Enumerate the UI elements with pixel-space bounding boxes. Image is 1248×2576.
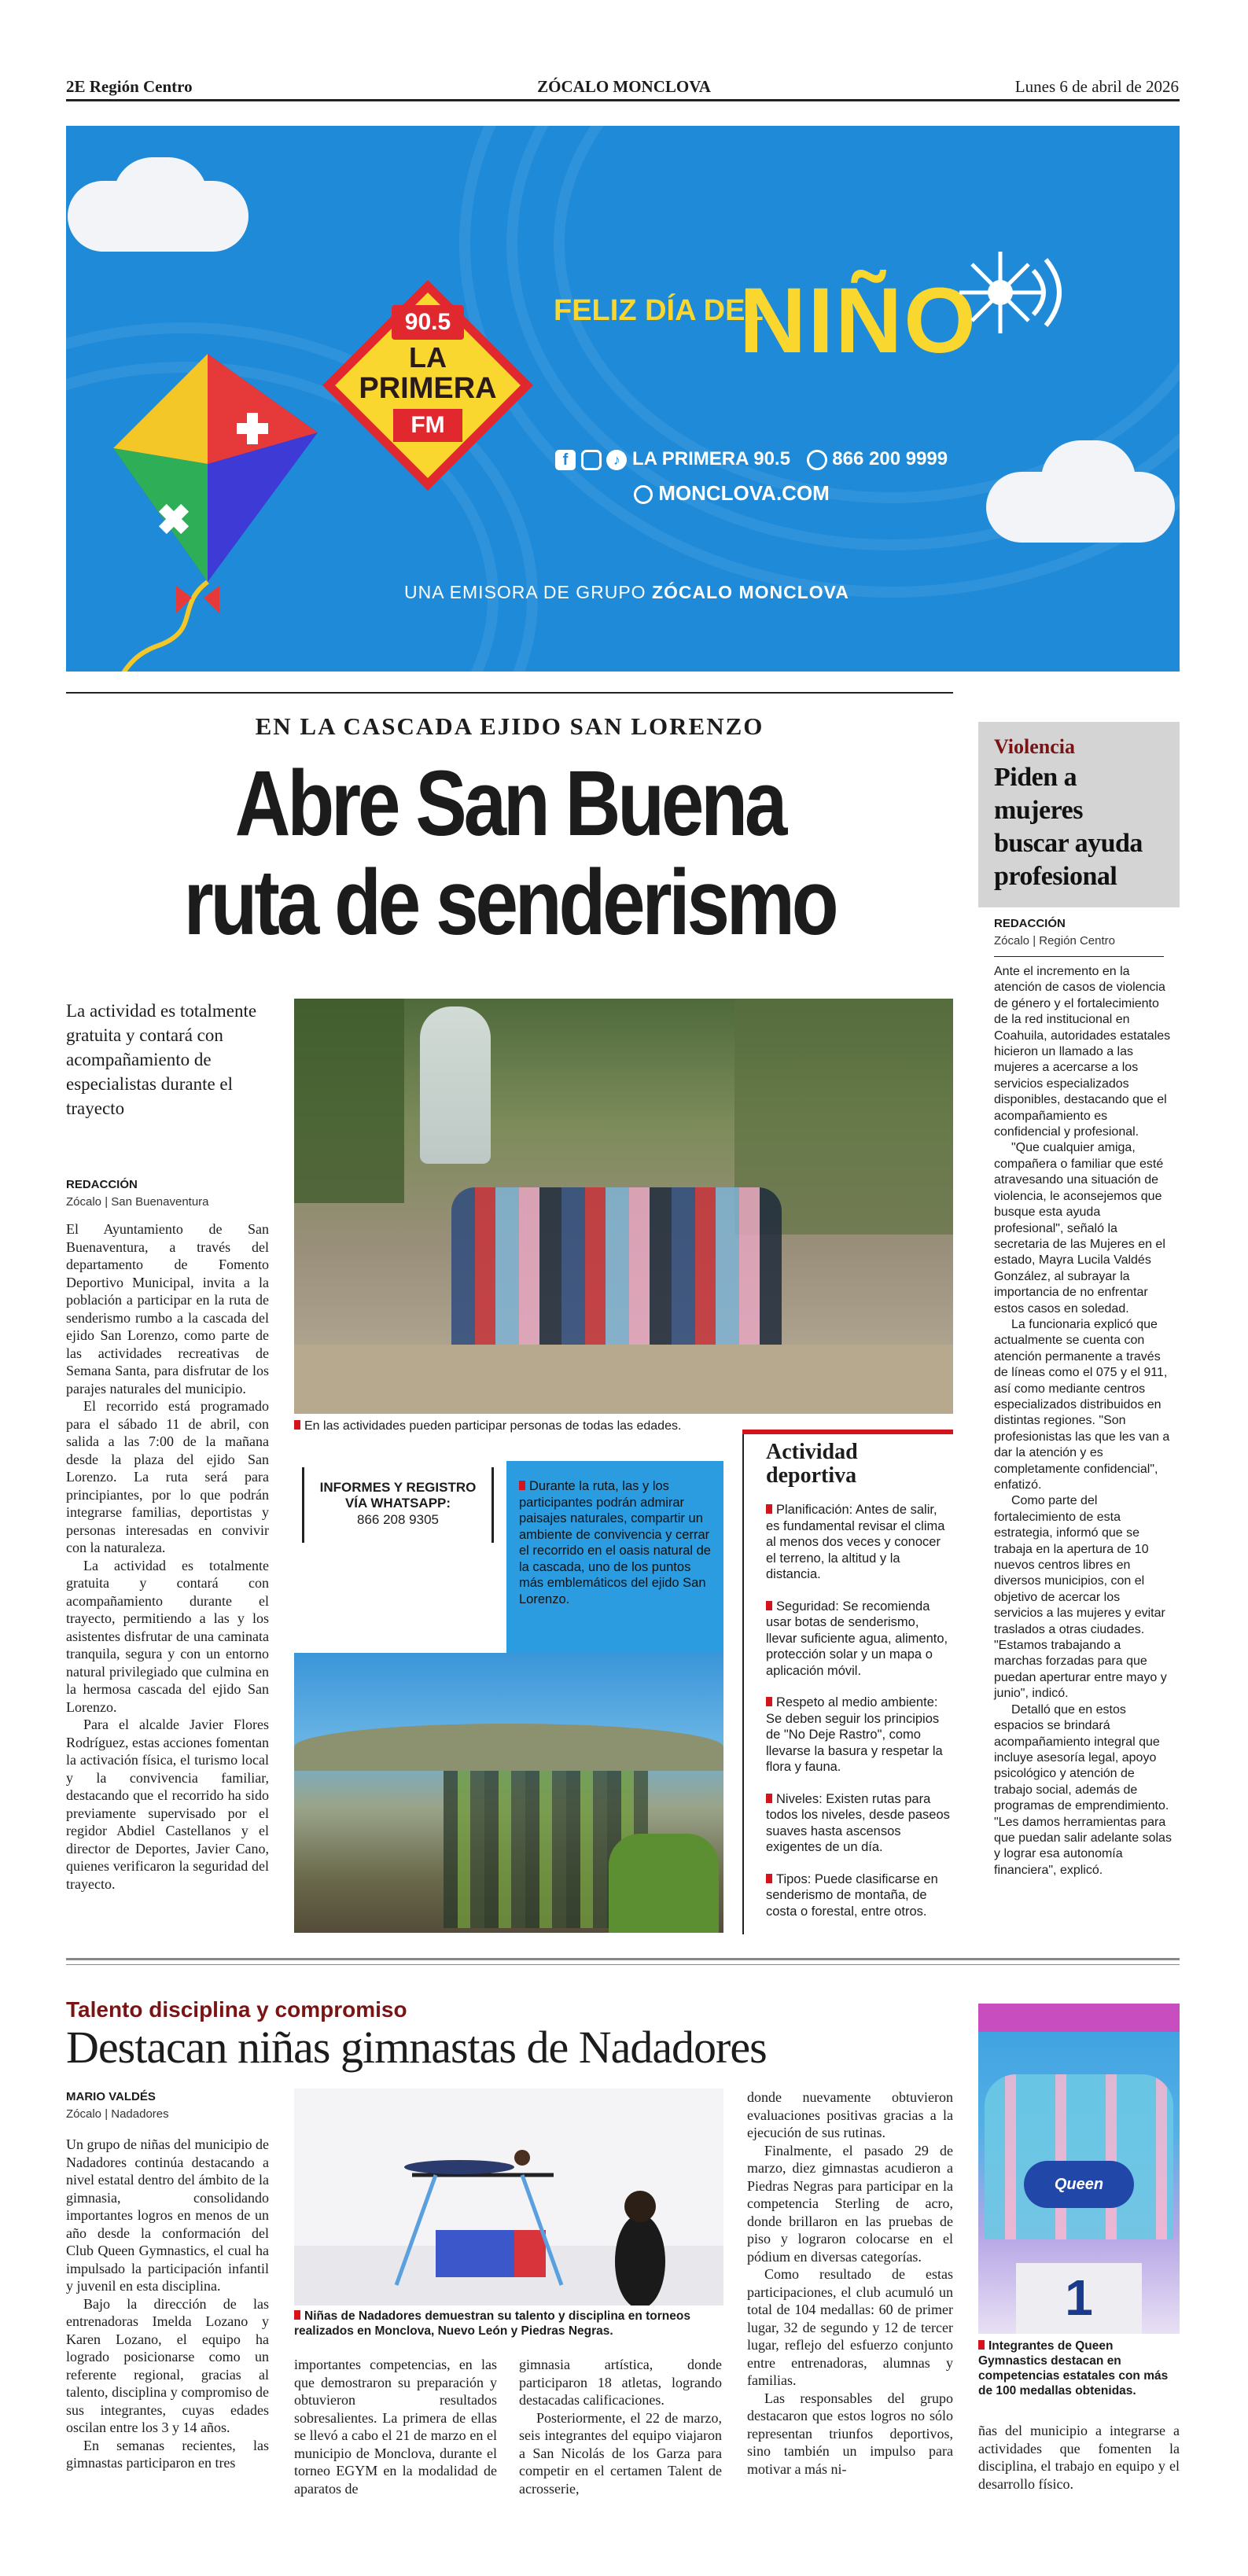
- story-divider: [66, 1958, 1180, 1960]
- violencia-byline-place: Zócalo | Región Centro: [994, 934, 1115, 948]
- gym-paragraph: Bajo la dirección de las entrenadoras Imelda Lozano y Karen Lozano, el equipo ha logrado posicionarse como un referente regional, gracias al talento, disciplina y compromiso de sus integrantes, cuyas edades oscilan entre los 3 y 14 años.: [66, 2295, 269, 2435]
- main-paragraph: El recorrido está programado para el sábado 11 de abril, con salida a las 7:00 de la mañana desde la plaza del ejido San Lorenzo. La ruta será para principiantes, por lo que podrán integrarse familias, deportistas y personas interesadas en convivir con la naturaleza.: [66, 1398, 269, 1555]
- violencia-headline: Piden a mujeres buscar ayuda profesional: [994, 763, 1143, 891]
- header-rule: [66, 99, 1180, 101]
- gym-paragraph: Las responsables del grupo destacaron que estos logros no sólo representan triunfos deportivos, sino también un impulso para motivar a más ni-: [747, 2390, 953, 2477]
- main-paragraph: Para el alcalde Javier Flores Rodríguez, estas acciones fomentan la activación física, el turismo local y la convivencia familiar, destacando que el recorrido ha sido previamente supervisado por el regidor Abdiel Castellanos y el director de Deportes, Javier Cano, quienes verificaron la seguridad del trayecto.: [66, 1717, 269, 1892]
- logo-line1: LA: [409, 341, 447, 374]
- sidebar-title-line1: Actividad: [766, 1440, 858, 1464]
- sun-sparkle-icon: [955, 236, 1080, 354]
- violencia-body: [994, 964, 1172, 1879]
- info-box-phone[interactable]: 866 208 9305: [357, 1512, 439, 1527]
- podium-number: 1: [1065, 2269, 1093, 2326]
- ad-website[interactable]: MONCLOVA.COM: [658, 481, 830, 505]
- team-podium-photo: [978, 2004, 1180, 2334]
- ad-social-handle: LA PRIMERA 90.5: [632, 448, 790, 469]
- main-byline-name: REDACCIÓN: [66, 1178, 138, 1191]
- main-paragraph: El Ayuntamiento de San Buenaventura, a través del departamento de Fomento Deportivo Municipal, invita a la población a participar en la ruta de senderismo rumbo a la cascada del ejido San Lorenzo, como parte de las actividades recreativas de Semana Santa, para disfrutar de los parajes naturales del municipio.: [66, 1221, 269, 1397]
- gym-paragraph: Posteriormente, el 22 de marzo, seis integrantes del equipo viajaron a San Nicolás de los Garza para competir en el certamen Talent de acrosserie,: [519, 2409, 722, 2497]
- radio-ad-banner[interactable]: [66, 126, 1180, 672]
- violencia-rule: [994, 956, 1164, 957]
- violencia-paragraph: La funcionaria explicó que actualmente se cuenta con atención permanente a través de líneas como el 075 y el 911, así como mediante centros especializados distribuidos en distintas regiones. "Son profesionistas las que les van a dar la atención y es completamente confidencial", enfatizó.: [994, 1317, 1170, 1492]
- section-divider: [66, 692, 953, 694]
- gym-photo-caption: Niñas de Nadadores demuestran su talento y disciplina en torneos realizados en Monclova, Nuevo León y Piedras Negras.: [294, 2309, 690, 2338]
- info-box-line1: INFORMES Y REGISTRO: [319, 1480, 477, 1495]
- main-photo-caption: En las actividades pueden participar personas de todas las edades.: [294, 1419, 953, 1434]
- main-paragraph: La actividad es totalmente gratuita y contará con acompañamiento durante el trayecto, permitiendo a las y los asistentes disfrutar de una caminata tranquila, segura y con un entorno natural privilegiado que culmina en la hermosa cascada del ejido San Lorenzo.: [66, 1557, 269, 1715]
- info-box: [302, 1467, 494, 1543]
- section-label: 2E Región Centro: [66, 77, 193, 96]
- gym-paragraph: gimnasia artística, donde participaron 18 atletas, logrando destacadas calificaciones.: [519, 2357, 722, 2408]
- violencia-paragraph: Detalló que en estos espacios se brindará acompañamiento integral que incluye asesoría legal, apoyo psicológico y atención de trabajo social, además de programas de emprendimiento. "Les damos herramientas para que puedan salir adelante solas y lograr esa autonomía financiera", explicó.: [994, 1702, 1172, 1877]
- team-banner: Queen: [1024, 2161, 1134, 2208]
- sidebar-title-line2: deportiva: [766, 1463, 857, 1488]
- sidebar-list-item: Seguridad: Se recomienda usar botas de senderismo, llevar suficiente agua, alimento, protección solar y un mapa o aplicación móvil.: [766, 1599, 948, 1678]
- violencia-byline-name: REDACCIÓN: [994, 917, 1066, 930]
- facebook-icon: f: [555, 450, 576, 470]
- whatsapp-icon: [807, 450, 827, 470]
- violencia-paragraph: Como parte del fortalecimiento de esta estrategia, informó que se trabaja en la apertura de 10 nuevos centros libres en diversos municipios, con el objetivo de acercar los servicios a las mujeres y evitar traslados a otras ciudades. "Estamos trabajando a marchas forzadas para que puedan aperturar entre mayo y junio", indicó.: [994, 1494, 1167, 1701]
- kite-icon: [82, 346, 333, 672]
- logo-band: FM: [393, 409, 462, 442]
- globe-icon: [634, 485, 653, 504]
- violencia-kicker: Violencia: [994, 735, 1076, 758]
- gym-paragraph: Como resultado de estas participaciones, el club acumuló un total de 104 medallas: 60 de primer lugar, 32 de segundo y 12 de tercer lugar, reflejo del esfuerzo conjunto entre entrenadoras, alumnas y familias.: [747, 2266, 953, 2388]
- main-body-column: [66, 1220, 269, 1893]
- sidebar-accent-bar: [742, 1430, 953, 1434]
- ad-social-row: [555, 448, 948, 470]
- ad-tagline: UNA EMISORA DE GRUPO ZÓCALO MONCLOVA: [404, 582, 849, 602]
- sidebar-list-item: Tipos: Puede clasificarse en senderismo de montaña, de costa o forestal, entre otros.: [766, 1871, 938, 1919]
- main-headline-line1: Abre San Buena: [234, 752, 785, 856]
- gym-col2: [294, 2356, 497, 2497]
- gym-kicker: Talento disciplina y compromiso: [66, 1997, 407, 2022]
- sidebar-list-item: Respeto al medio ambiente: Se deben seguir los principios de "No Deje Rastro", como llevarse la basura y respetar la flora y fauna.: [766, 1695, 943, 1774]
- ad-web-row[interactable]: [634, 481, 830, 506]
- sidebar-list: [766, 1502, 953, 1919]
- sidebar-list-item: Planificación: Antes de salir, es fundamental revisar el clima al menos dos veces y conocer el terreno, la altitud y la distancia.: [766, 1503, 945, 1581]
- gym-paragraph: Un grupo de niñas del municipio de Nadadores continúa destacando a nivel estatal dentro del ámbito de la gimnasia, consolidando importantes logros en menos de un año desde la conformación del Club Queen Gymnastics, el cual ha impulsado la participación infantil y juvenil en esta disciplina.: [66, 2136, 269, 2294]
- sidebar-rule: [742, 1434, 744, 1934]
- gym-col4: [747, 2088, 953, 2478]
- gym-paragraph: Finalmente, el pasado 29 de marzo, diez gimnastas acudieron a Piedras Negras para participar en la competencia Sterling de acro, donde brillaron en las pruebas de piso y lograron colocarse en el pódium en diversas categorías.: [747, 2142, 953, 2265]
- gym-paragraph: ñas del municipio a integrarse a actividades que fomenten la disciplina, el trabajo en equipo y el desarrollo físico.: [978, 2423, 1180, 2492]
- paper-name: ZÓCALO MONCLOVA: [537, 77, 711, 96]
- instagram-icon: [581, 450, 602, 470]
- main-headline-line2: ruta de senderismo: [183, 851, 836, 955]
- violencia-paragraph: Ante el incremento en la atención de casos de violencia de género y el fortalecimiento de la red institucional en Coahuila, autoridades estatales hicieron un llamado a las mujeres a acercarse a los servicios especializados disponibles, destacando que el acompañamiento es confidencial y profesional.: [994, 965, 1171, 1139]
- hikers-waterfall-photo: [294, 999, 953, 1414]
- ad-headline-small: FELIZ DÍA DEL: [554, 294, 764, 327]
- main-summary: La actividad es totalmente gratuita y contará con acompañamiento de especialistas durante el trayecto: [66, 1001, 257, 1118]
- highlight-text: Durante la ruta, las y los participantes podrán admirar paisajes naturales, compartir un ambiente de convivencia y cerrar el recorrido en el oasis natural de la cascada, uno de los puntos más emblemáticos del ejido San Lorenzo.: [519, 1479, 711, 1606]
- tiktok-icon: ♪: [606, 450, 627, 470]
- gym-byline-place: Zócalo | Nadadores: [66, 2107, 169, 2121]
- ad-headline-big: NIÑO: [739, 269, 977, 373]
- logo-frequency: 90.5: [392, 305, 464, 340]
- main-byline-place: Zócalo | San Buenaventura: [66, 1195, 209, 1209]
- trail-hikers-photo: [294, 1653, 723, 1933]
- gym-byline-name: MARIO VALDÉS: [66, 2090, 156, 2103]
- team-photo-caption: Integrantes de Queen Gymnastics destacan en competencias estatales con más de 100 medallas obtenidas.: [978, 2339, 1169, 2398]
- gymnast-bars-photo: [294, 2088, 723, 2306]
- issue-date: Lunes 6 de abril de 2026: [1014, 77, 1179, 96]
- info-box-line2: VÍA WHATSAPP:: [344, 1496, 451, 1511]
- gym-headline: Destacan niñas gimnastas de Nadadores: [66, 2022, 767, 2073]
- gym-col5: [978, 2422, 1180, 2493]
- ad-phone: 866 200 9999: [832, 448, 948, 469]
- violencia-paragraph: "Que cualquier amiga, compañera o familiar que esté atravesando una situación de violencia, le aconsejemos que busque esta ayuda profesional", señaló la secretaria de las Mujeres en el estado, Mayra Lucila Valdés González, al subrayar la importancia de no enfrentar estos casos en soledad.: [994, 1141, 1165, 1316]
- sidebar-list-item: Niveles: Existen rutas para todos los niveles, desde paseos suaves hasta ascensos exigentes de un día.: [766, 1791, 950, 1854]
- highlight-box: [506, 1461, 723, 1653]
- gym-col1: [66, 2136, 269, 2472]
- main-kicker: EN LA CASCADA EJIDO SAN LORENZO: [255, 712, 764, 740]
- logo-line2: PRIMERA: [359, 372, 497, 405]
- gym-paragraph: importantes competencias, en las que demostraron su preparación y obtuvieron resultados sobresalientes. La primera de ellas se llevó a cabo el 21 de marzo en el municipio de Monclova, durante el torneo EGYM en la modalidad de aparatos de: [294, 2357, 497, 2497]
- gym-col3: [519, 2356, 722, 2497]
- gym-paragraph: En semanas recientes, las gimnastas participaron en tres: [66, 2437, 269, 2471]
- gym-paragraph: donde nuevamente obtuvieron evaluaciones positivas gracias a la ejecución de sus rutinas.: [747, 2089, 953, 2140]
